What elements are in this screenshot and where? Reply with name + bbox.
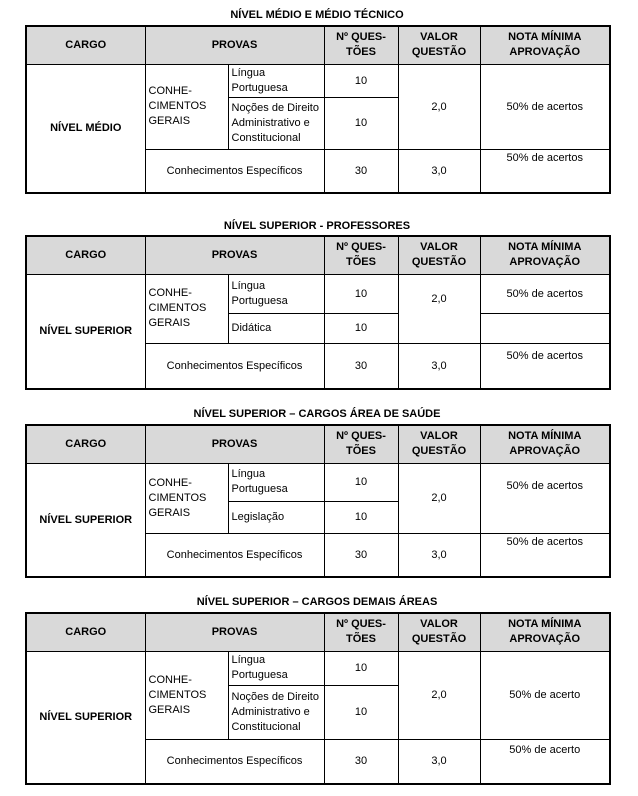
header-nota: NOTA MÍNIMA APROVAÇÃO	[480, 425, 610, 463]
nota-cell: 50% de acertos	[480, 149, 610, 193]
section-title: NÍVEL SUPERIOR – CARGOS ÁREA DE SAÚDE	[193, 408, 441, 420]
header-questoes: Nº QUES- TÕES	[324, 425, 398, 463]
nota-spacer	[480, 313, 610, 343]
questoes-cell: 10	[324, 501, 398, 533]
header-nota: NOTA MÍNIMA APROVAÇÃO	[480, 613, 610, 651]
header-provas: PROVAS	[145, 26, 324, 64]
valor-cell: 3,0	[398, 739, 480, 784]
questoes-cell: 30	[324, 149, 398, 193]
exam-table	[25, 235, 611, 390]
prova-cell: Legislação	[228, 501, 324, 533]
header-provas: PROVAS	[145, 425, 324, 463]
header-cargo: CARGO	[26, 425, 145, 463]
section-title: NÍVEL SUPERIOR - PROFESSORES	[223, 220, 411, 232]
header-questoes: Nº QUES- TÕES	[324, 236, 398, 274]
exam-table	[25, 424, 611, 578]
questoes-cell: 30	[324, 533, 398, 577]
valor-cell: 2,0	[398, 274, 480, 343]
nota-cell: 50% de acertos	[480, 463, 610, 533]
prova-cell: Língua Portuguesa	[228, 64, 324, 97]
cargo-cell: NÍVEL SUPERIOR	[26, 463, 145, 577]
especificos-cell: Conhecimentos Específicos	[145, 149, 324, 193]
questoes-cell: 10	[324, 651, 398, 685]
table-row	[26, 651, 610, 685]
questoes-cell: 10	[324, 274, 398, 313]
questoes-cell: 10	[324, 685, 398, 739]
header-nota: NOTA MÍNIMA APROVAÇÃO	[480, 26, 610, 64]
prova-cell: Língua Portuguesa	[228, 463, 324, 501]
nota-cell: 50% de acertos	[480, 343, 610, 389]
header-row	[26, 236, 610, 274]
exam-table	[25, 25, 611, 194]
questoes-cell: 10	[324, 463, 398, 501]
header-questoes: Nº QUES- TÕES	[324, 26, 398, 64]
especificos-cell: Conhecimentos Específicos	[145, 343, 324, 389]
nota-cell: 50% de acerto	[480, 739, 610, 784]
cargo-cell: NÍVEL SUPERIOR	[26, 651, 145, 784]
questoes-cell: 30	[324, 343, 398, 389]
table-row	[26, 274, 610, 313]
valor-cell: 2,0	[398, 651, 480, 739]
valor-cell: 3,0	[398, 149, 480, 193]
header-row	[26, 425, 610, 463]
questoes-cell: 10	[324, 313, 398, 343]
prova-cell: Noções de Direito Administrativo e Constitucional	[228, 685, 324, 739]
grupo-cell: CONHE- CIMENTOS GERAIS	[145, 274, 228, 343]
cargo-cell: NÍVEL MÉDIO	[26, 64, 145, 193]
valor-cell: 3,0	[398, 343, 480, 389]
nota-cell: 50% de acertos	[480, 533, 610, 577]
nota-cell: 50% de acertos	[480, 64, 610, 149]
exam-table	[25, 612, 611, 785]
header-valor: VALOR QUESTÃO	[398, 26, 480, 64]
header-valor: VALOR QUESTÃO	[398, 425, 480, 463]
especificos-cell: Conhecimentos Específicos	[145, 533, 324, 577]
questoes-cell: 10	[324, 97, 398, 149]
table-row	[26, 463, 610, 501]
table-row	[26, 64, 610, 97]
questoes-cell: 30	[324, 739, 398, 784]
valor-cell: 2,0	[398, 463, 480, 533]
header-questoes: Nº QUES- TÕES	[324, 613, 398, 651]
cargo-cell: NÍVEL SUPERIOR	[26, 274, 145, 389]
header-provas: PROVAS	[145, 613, 324, 651]
grupo-cell: CONHE- CIMENTOS GERAIS	[145, 651, 228, 739]
especificos-cell: Conhecimentos Específicos	[145, 739, 324, 784]
valor-cell: 2,0	[398, 64, 480, 149]
section-title: NÍVEL MÉDIO E MÉDIO TÉCNICO	[230, 9, 404, 21]
header-valor: VALOR QUESTÃO	[398, 236, 480, 274]
prova-cell: Didática	[228, 313, 324, 343]
section-title: NÍVEL SUPERIOR – CARGOS DEMAIS ÁREAS	[196, 596, 438, 608]
header-cargo: CARGO	[26, 26, 145, 64]
header-valor: VALOR QUESTÃO	[398, 613, 480, 651]
header-row	[26, 26, 610, 64]
questoes-cell: 10	[324, 64, 398, 97]
header-nota: NOTA MÍNIMA APROVAÇÃO	[480, 236, 610, 274]
prova-cell: Noções de Direito Administrativo e Constitucional	[228, 97, 324, 149]
header-cargo: CARGO	[26, 613, 145, 651]
header-row	[26, 613, 610, 651]
prova-cell: Língua Portuguesa	[228, 274, 324, 313]
header-provas: PROVAS	[145, 236, 324, 274]
prova-cell: Língua Portuguesa	[228, 651, 324, 685]
grupo-cell: CONHE- CIMENTOS GERAIS	[145, 463, 228, 533]
grupo-cell: CONHE- CIMENTOS GERAIS	[145, 64, 228, 149]
header-cargo: CARGO	[26, 236, 145, 274]
nota-cell: 50% de acertos	[480, 274, 610, 313]
valor-cell: 3,0	[398, 533, 480, 577]
nota-cell: 50% de acerto	[480, 651, 610, 739]
